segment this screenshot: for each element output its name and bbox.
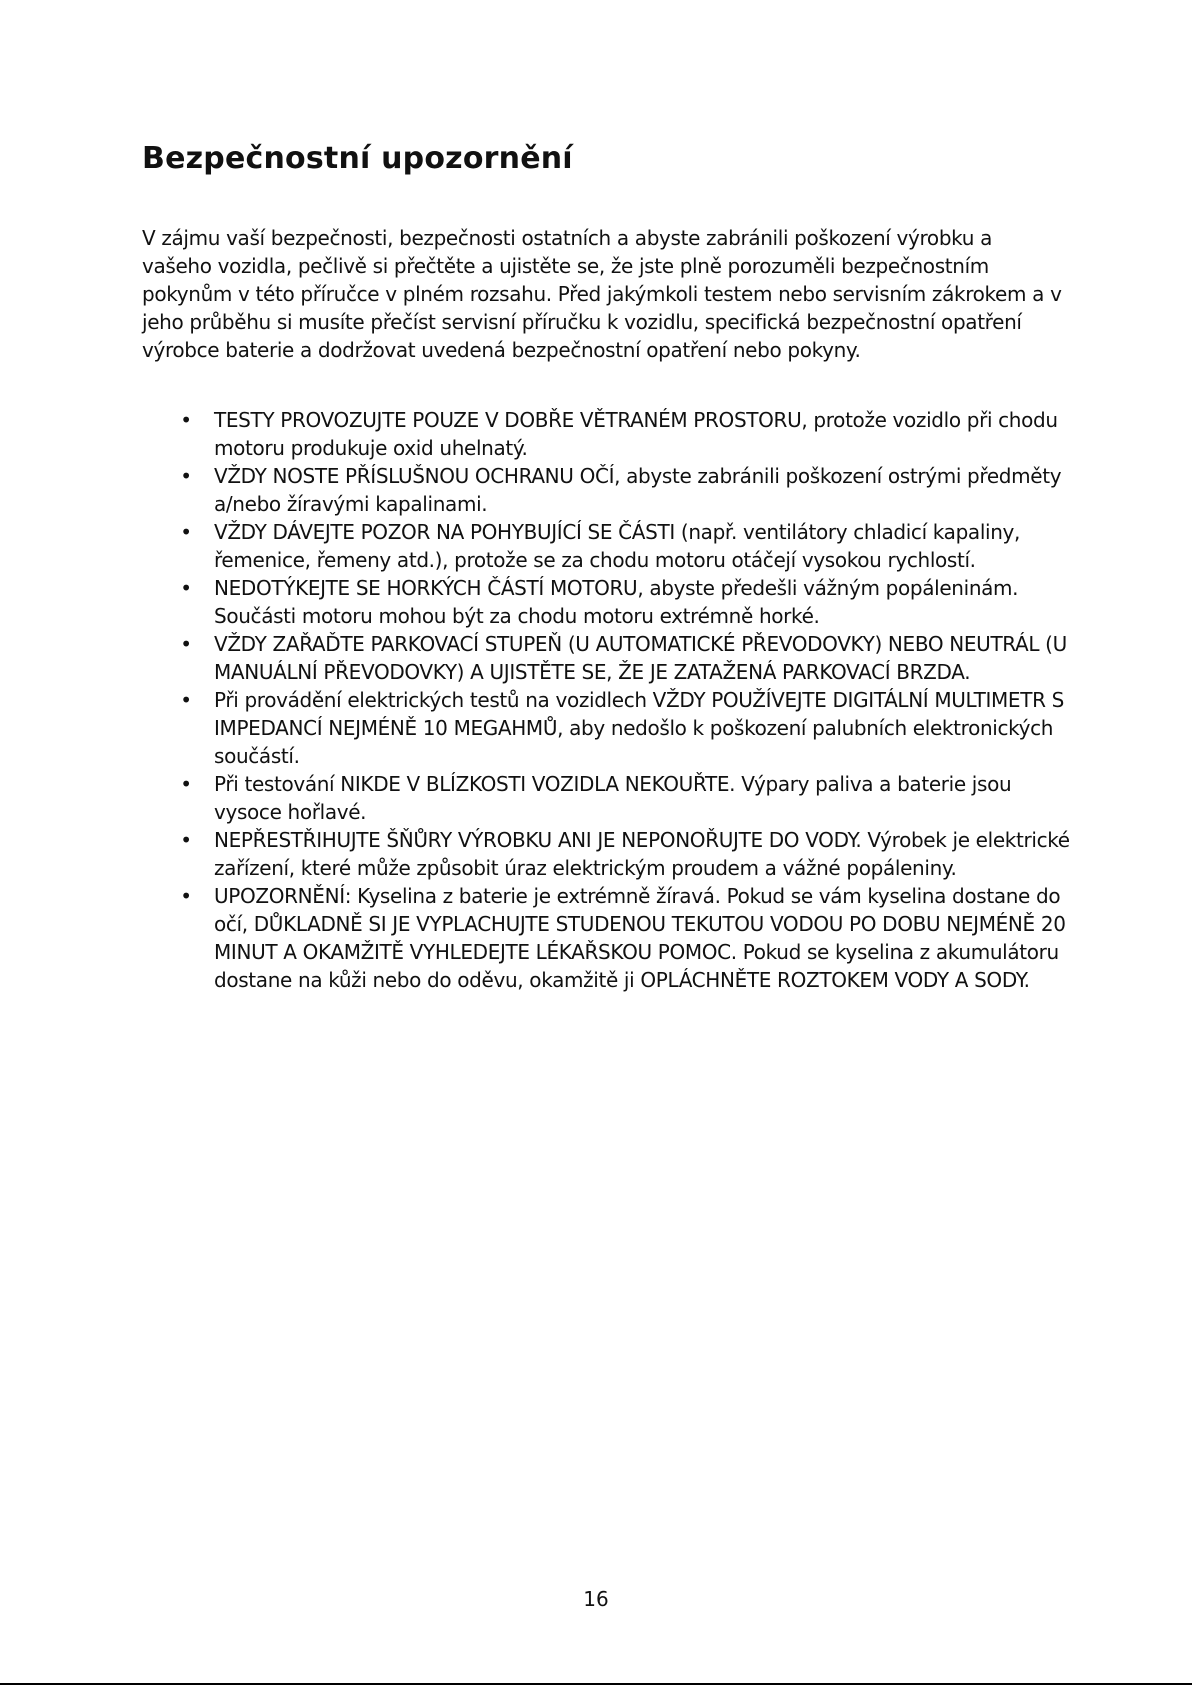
list-item — [142, 882, 1072, 994]
bullet-icon: • — [180, 520, 192, 544]
page-number: 16 — [583, 1587, 609, 1611]
warning-text: VŽDY ZAŘAĎTE PARKOVACÍ STUPEŇ (U AUTOMATICKÉ PŘEVODOVKY) NEBO NEUTRÁL (U MANUÁLNÍ PŘEVODOVKY) A UJISTĚTE SE, ŽE JE ZATAŽENÁ PARKOVACÍ BRZDA. — [214, 632, 1067, 684]
list-item — [142, 686, 1072, 770]
warning-text: VŽDY NOSTE PŘÍSLUŠNOU OCHRANU OČÍ, abyste zabránili poškození ostrými předměty a/nebo žíravými kapalinami. — [214, 464, 1062, 516]
list-item — [142, 574, 1072, 630]
bullet-icon: • — [180, 408, 192, 432]
warning-text: TESTY PROVOZUJTE POUZE V DOBŘE VĚTRANÉM PROSTORU, protože vozidlo při chodu motoru produkuje oxid uhelnatý. — [214, 408, 1058, 460]
intro-paragraph: V zájmu vaší bezpečnosti, bezpečnosti ostatních a abyste zabránili poškození výrobku a vašeho vozidla, pečlivě si přečtěte a ujistěte se, že jste plně porozuměli bezpečnostním pokynům v této příručce v plném rozsahu. Před jakýmkoli testem nebo servisním zákrokem a v jeho průběhu si musíte přečíst servisní příručku k vozidlu, specifická bezpečnostní opatření výrobce baterie a dodržovat uvedená bezpečnostní opatření nebo pokyny. — [142, 226, 1062, 362]
list-item — [142, 770, 1072, 826]
bullet-icon: • — [180, 772, 192, 796]
list-item — [142, 462, 1072, 518]
bullet-icon: • — [180, 688, 192, 712]
bullet-icon: • — [180, 828, 192, 852]
warning-text: NEDOTÝKEJTE SE HORKÝCH ČÁSTÍ MOTORU, abyste předešli vážným popáleninám. Součásti motoru mohou být za chodu motoru extrémně horké. — [214, 576, 1019, 628]
warning-text: Při provádění elektrických testů na vozidlech VŽDY POUŽÍVEJTE DIGITÁLNÍ MULTIMETR S IMPEDANCÍ NEJMÉNĚ 10 MEGAHMŮ, aby nedošlo k poškození palubních elektronických součástí. — [214, 688, 1064, 768]
warning-text: Při testování NIKDE V BLÍZKOSTI VOZIDLA NEKOUŘTE. Výpary paliva a baterie jsou vysoce hořlavé. — [214, 772, 1012, 824]
list-item — [142, 826, 1072, 882]
bullet-icon: • — [180, 884, 192, 908]
page-title: Bezpečnostní upozornění — [142, 141, 573, 176]
list-item — [142, 518, 1072, 574]
bullet-icon: • — [180, 632, 192, 656]
warning-text: UPOZORNĚNÍ: Kyselina z baterie je extrémně žíravá. Pokud se vám kyselina dostane do očí, DŮKLADNĚ SI JE VYPLACHUJTE STUDENOU TEKUTOU VODOU PO DOBU NEJMÉNĚ 20 MINUT A OKAMŽITĚ VYHLEDEJTE LÉKAŘSKOU POMOC. Pokud se kyselina z akumulátoru dostane na kůži nebo do oděvu, okamžitě ji OPLÁCHNĚTE ROZTOKEM VODY A SODY. — [214, 884, 1066, 992]
warning-text: NEPŘESTŘIHUJTE ŠŇŮRY VÝROBKU ANI JE NEPONOŘUJTE DO VODY. Výrobek je elektrické zařízení, které může způsobit úraz elektrickým proudem a vážné popáleniny. — [214, 828, 1070, 880]
safety-warnings-list — [142, 406, 1072, 994]
bullet-icon: • — [180, 464, 192, 488]
list-item — [142, 630, 1072, 686]
bullet-icon: • — [180, 576, 192, 600]
warning-text: VŽDY DÁVEJTE POZOR NA POHYBUJÍCÍ SE ČÁSTI (např. ventilátory chladicí kapaliny, řemenice, řemeny atd.), protože se za chodu motoru otáčejí vysokou rychlostí. — [214, 520, 1021, 572]
list-item — [142, 406, 1072, 462]
